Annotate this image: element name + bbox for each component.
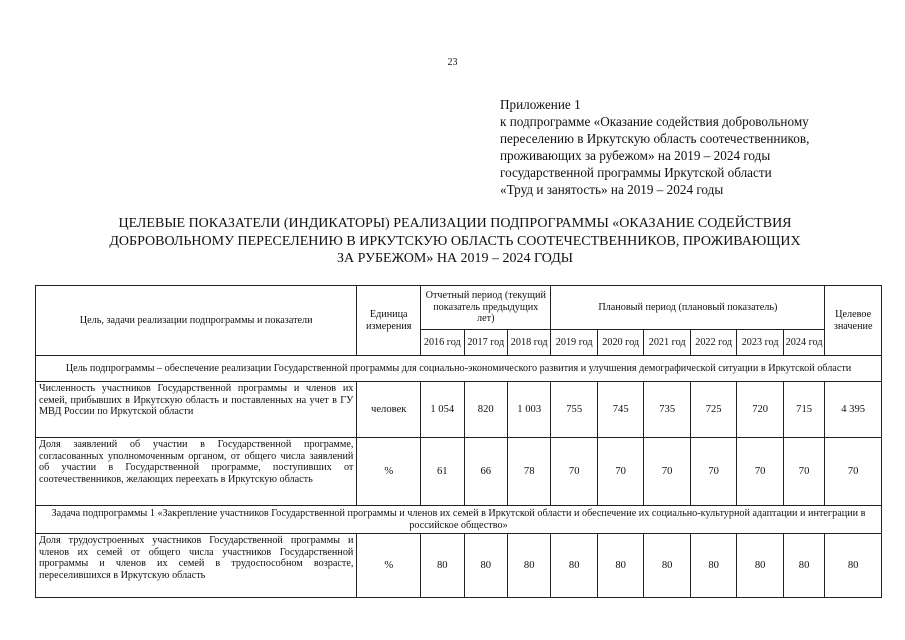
value-cell: 80	[690, 534, 736, 598]
appendix-line: государственной программы Иркутской области	[500, 165, 772, 180]
value-cell: 720	[737, 382, 783, 438]
value-cell: 70	[644, 438, 690, 506]
value-cell: 78	[507, 438, 550, 506]
appendix-line: к подпрограмме «Оказание содействия добровольному	[500, 114, 809, 129]
unit-cell: человек	[357, 382, 421, 438]
target-cell: 70	[825, 438, 882, 506]
task-row: Задача подпрограммы 1 «Закрепление участников Государственной программы и членов их семей в Иркутской области и обеспечение их социально-культурной адаптации и интеграции в российское общество»	[36, 506, 882, 534]
table-row	[36, 382, 882, 438]
target-cell: 80	[825, 534, 882, 598]
value-cell: 70	[783, 438, 824, 506]
document-title	[40, 215, 870, 268]
value-cell: 745	[597, 382, 643, 438]
indicators-table	[35, 285, 882, 598]
header-goal: Цель, задачи реализации подпрограммы и показатели	[36, 286, 357, 356]
value-cell: 80	[464, 534, 507, 598]
value-cell: 735	[644, 382, 690, 438]
appendix-line: переселению в Иркутскую область соотечественников,	[500, 131, 810, 146]
header-target: Целевое значение	[825, 286, 882, 356]
value-cell: 80	[507, 534, 550, 598]
value-cell: 1 054	[421, 382, 464, 438]
target-cell: 4 395	[825, 382, 882, 438]
value-cell: 80	[551, 534, 597, 598]
header-year: 2022 год	[690, 330, 736, 356]
header-year: 2016 год	[421, 330, 464, 356]
appendix-line: «Труд и занятость» на 2019 – 2024 годы	[500, 182, 724, 197]
table-row	[36, 438, 882, 506]
title-line: ЗА РУБЕЖОМ» НА 2019 – 2024 ГОДЫ	[337, 251, 573, 266]
header-year: 2021 год	[644, 330, 690, 356]
appendix-line: проживающих за рубежом» на 2019 – 2024 годы	[500, 148, 771, 163]
title-line: ДОБРОВОЛЬНОМУ ПЕРЕСЕЛЕНИЮ В ИРКУТСКУЮ ОБЛАСТЬ СООТЕЧЕСТВЕННИКОВ, ПРОЖИВАЮЩИХ	[109, 233, 801, 249]
value-cell: 755	[551, 382, 597, 438]
value-cell: 80	[737, 534, 783, 598]
page-number: 23	[447, 57, 458, 68]
indicator-cell: Доля заявлений об участии в Государственной программе, согласованных уполномоченным органом, от общего числа заявлений об участии в Государственной программе, поступивших от соотечественников, желающих переехать в Иркутскую область	[36, 438, 357, 506]
value-cell: 70	[551, 438, 597, 506]
header-report-period: Отчетный период (текущий показатель предыдущих лет)	[421, 286, 551, 330]
value-cell: 61	[421, 438, 464, 506]
value-cell: 66	[464, 438, 507, 506]
header-plan-period: Плановый период (плановый показатель)	[551, 286, 825, 330]
unit-cell: %	[357, 438, 421, 506]
value-cell: 70	[597, 438, 643, 506]
value-cell: 725	[690, 382, 736, 438]
value-cell: 80	[783, 534, 824, 598]
goal-row: Цель подпрограммы – обеспечение реализации Государственной программы для социально-экономического развития и улучшения демографической ситуации в Иркутской области	[36, 356, 882, 382]
table-row	[36, 534, 882, 598]
appendix-line: Приложение 1	[500, 97, 581, 112]
header-unit: Единица измерения	[357, 286, 421, 356]
header-year: 2020 год	[597, 330, 643, 356]
value-cell: 80	[421, 534, 464, 598]
title-line: ЦЕЛЕВЫЕ ПОКАЗАТЕЛИ (ИНДИКАТОРЫ) РЕАЛИЗАЦИИ ПОДПРОГРАММЫ «ОКАЗАНИЕ СОДЕЙСТВИЯ	[118, 216, 792, 231]
header-year: 2019 год	[551, 330, 597, 356]
value-cell: 70	[690, 438, 736, 506]
header-year: 2023 год	[737, 330, 783, 356]
appendix-note	[500, 96, 880, 198]
unit-cell: %	[357, 534, 421, 598]
header-year: 2018 год	[507, 330, 550, 356]
indicator-cell: Доля трудоустроенных участников Государственной программы и членов их семей от общего числа участников Государственной программы и членов их семей в трудоспособном возрасте, переселившихся в Иркутскую область	[36, 534, 357, 598]
header-year: 2017 год	[464, 330, 507, 356]
value-cell: 820	[464, 382, 507, 438]
value-cell: 80	[644, 534, 690, 598]
value-cell: 1 003	[507, 382, 550, 438]
value-cell: 80	[597, 534, 643, 598]
value-cell: 70	[737, 438, 783, 506]
value-cell: 715	[783, 382, 824, 438]
header-year: 2024 год	[783, 330, 824, 356]
indicator-cell: Численность участников Государственной программы и членов их семей, прибывших в Иркутскую область и поставленных на учет в ГУ МВД России по Иркутской области	[36, 382, 357, 438]
